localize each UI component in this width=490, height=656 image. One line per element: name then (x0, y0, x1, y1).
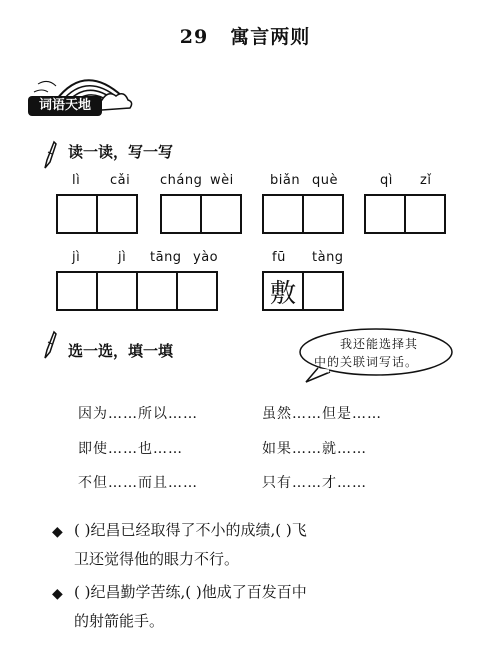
pinyin: qì (380, 173, 393, 188)
writing-grid-changwei (160, 194, 242, 234)
pinyin: jì (118, 250, 127, 265)
writing-box-prefilled: 敷 (262, 271, 304, 311)
sentence-2-line-1: ( )纪昌勤学苦练,( )他成了百发百中 (74, 583, 307, 601)
pinyin: lì (72, 173, 81, 188)
writing-grid-qizi (364, 194, 446, 234)
writing-grid-licai (56, 194, 138, 234)
bubble-line-1: 我还能选择其 (340, 337, 419, 351)
lesson-number: 29 (179, 26, 209, 48)
pinyin: biǎn (270, 173, 301, 188)
bullet-icon: ◆ (52, 524, 63, 540)
pinyin: wèi (210, 173, 234, 188)
writing-box[interactable] (56, 194, 98, 234)
writing-grid-jiji-tangyao (56, 271, 218, 311)
pinyin: fū (272, 250, 286, 265)
pinyin: cháng (160, 173, 203, 188)
speech-bubble (296, 326, 456, 386)
connective-option: 虽然……但是…… (262, 406, 382, 422)
bubble-line-2: 中的关联词写话。 (314, 355, 419, 369)
pinyin: tāng (150, 250, 182, 265)
lesson-title: 寓言两则 (230, 26, 311, 48)
writing-box[interactable] (56, 271, 98, 311)
pinyin: jì (72, 250, 81, 265)
writing-grid-futang (262, 271, 344, 311)
connective-option: 即使……也…… (78, 441, 183, 457)
fill-sentence-2[interactable] (74, 578, 307, 636)
pinyin: cǎi (110, 173, 131, 188)
writing-box[interactable] (200, 194, 242, 234)
sentence-1-line-2: 卫还觉得他的眼力不行。 (74, 550, 240, 568)
banner-label: 词语天地 (28, 96, 102, 116)
writing-box[interactable] (176, 271, 218, 311)
pinyin: tàng (312, 250, 344, 265)
writing-grid-bianque (262, 194, 344, 234)
writing-box[interactable] (96, 271, 138, 311)
writing-box[interactable] (302, 194, 344, 234)
fill-sentence-1[interactable] (74, 516, 307, 574)
connective-option: 因为……所以…… (78, 406, 198, 422)
sentence-2-line-2: 的射箭能手。 (74, 612, 165, 630)
bullet-icon: ◆ (52, 586, 63, 602)
writing-box[interactable] (160, 194, 202, 234)
connective-option: 不但……而且…… (78, 475, 198, 491)
connective-option: 只有……才…… (262, 475, 367, 491)
section-choose-fill-label: 选一选，填一填 (68, 342, 174, 360)
page-title (0, 22, 490, 49)
pen-icon (42, 140, 58, 174)
pinyin: yào (193, 250, 219, 265)
writing-box[interactable] (136, 271, 178, 311)
writing-box[interactable] (404, 194, 446, 234)
writing-box[interactable] (262, 194, 304, 234)
sentence-1-line-1: ( )纪昌已经取得了不小的成绩,( )飞 (74, 521, 307, 539)
connective-option: 如果……就…… (262, 441, 367, 457)
writing-box[interactable] (96, 194, 138, 234)
pen-icon (42, 330, 58, 364)
section-read-write-label: 读一读，写一写 (68, 143, 174, 161)
writing-box[interactable] (302, 271, 344, 311)
writing-box[interactable] (364, 194, 406, 234)
pinyin: què (312, 173, 338, 188)
pinyin: zǐ (420, 173, 432, 188)
